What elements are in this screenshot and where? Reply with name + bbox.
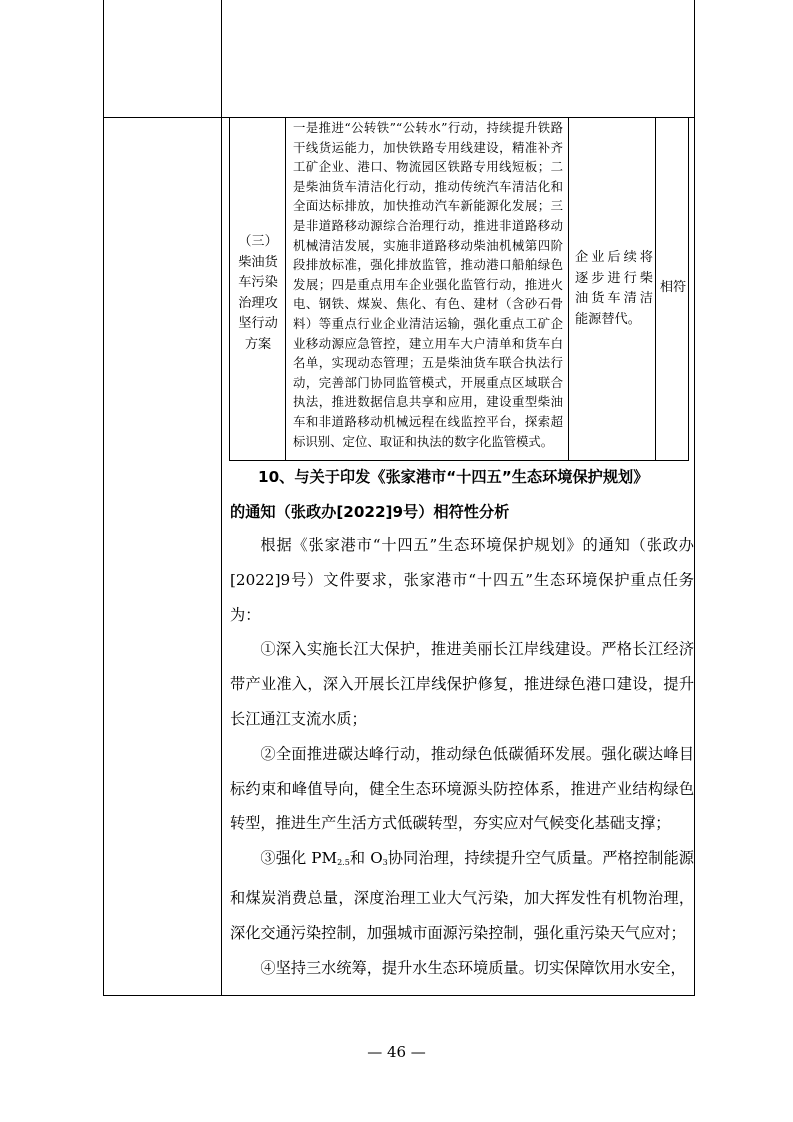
pm-subscript: 2.5 (337, 858, 350, 868)
section10-heading-line2: 的通知（张政办[2022]9号）相符性分析 (230, 503, 510, 521)
frame-mid-line-top (221, 0, 222, 117)
section10-heading-line1: 10、与关于印发《张家港市“十四五”生态环境保护规划》 (258, 468, 649, 486)
inner-right-border (688, 117, 689, 461)
task-item-3: ③强化 $PM_{2.5}$和 $O_3$协同治理，持续提升空气质量。严格控制能源和煤炭消费总量，深度治理工业大气污染，加大挥发性有机物治理，深化交通污染控制，加强城市面源污染控制，强化重污染天气应对； (230, 849, 694, 942)
outer-right-border (694, 117, 695, 995)
inner-col-2 (285, 117, 286, 461)
outer-bottom-border (103, 995, 695, 996)
inner-bottom-border (229, 460, 689, 461)
o3-subscript: 3 (382, 858, 388, 868)
project-status-cell: 企业后续将逐步进行柴油货车清洁能源替代。 (575, 250, 653, 327)
outer-left-border (103, 117, 104, 995)
outer-col-divider (221, 117, 222, 995)
inner-col-4 (655, 117, 656, 461)
page-number: — 46 — (367, 1043, 426, 1061)
frame-right-line-top (694, 0, 695, 117)
section-label-cell: （三）柴油货车污染治理攻坚行动方案 (238, 234, 278, 352)
requirement-text-cell: 一是推进“公转铁”“公转水”行动，持续提升铁路干线货运能力，加快铁路专用线建设，精准补齐工矿企业、港口、物流园区铁路专用线短板；二是柴油货车清洁化行动，推动传统汽车清洁化和全面达标排放，加快推动汽车新能源化发展；三是非道路移动源综合治理行动，推进非道路移动机械清洁发展，实施非道路移动柴油机械第四阶段排放标准，强化排放监管，推动港口船舶绿色发展；四是重点用车企业强化监管行动，推进火电、钢铁、煤炭、焦化、有色、建材（含砂石骨料）等重点行业企业清洁运输，强化重点工矿企业移动源应急管控，建立用车大户清单和货车白名单，实现动态管理；五是柴油货车联合执法行动，完善部门协同监管模式，开展重点区域联合执法，推进数据信息共享和应用，建设重型柴油车和非道路移动机械远程在线监控平台，探索超标识别、定位、取证和执法的数字化监管模式。 (293, 120, 563, 449)
task-item-1: ①深入实施长江大保护，推进美丽长江岸线建设。严格长江经济带产业准入，深入开展长江岸线保护修复，推进绿色港口建设，提升长江通江支流水质； (230, 640, 694, 728)
intro-paragraph: 根据《张家港市“十四五”生态环境保护规划》的通知（张政办[2022]9号）文件要求，张家港市“十四五”生态环境保护重点任务为： (230, 536, 694, 624)
inner-left-border (229, 117, 230, 461)
inner-col-3 (568, 117, 569, 461)
section10-body (230, 528, 694, 985)
task-item-4: ④坚持三水统筹，提升水生态环境质量。切实保障饮用水安全， (260, 958, 686, 977)
conformity-cell: 相符 (659, 280, 687, 295)
task-item-2: ②全面推进碳达峰行动，推动绿色低碳循环发展。强化碳达峰目标约束和峰值导向，健全生态环境源头防控体系，推进产业结构绿色转型，推进生产生活方式低碳转型，夯实应对气候变化基础支撑； (230, 744, 694, 833)
frame-left-line-top (103, 0, 104, 117)
